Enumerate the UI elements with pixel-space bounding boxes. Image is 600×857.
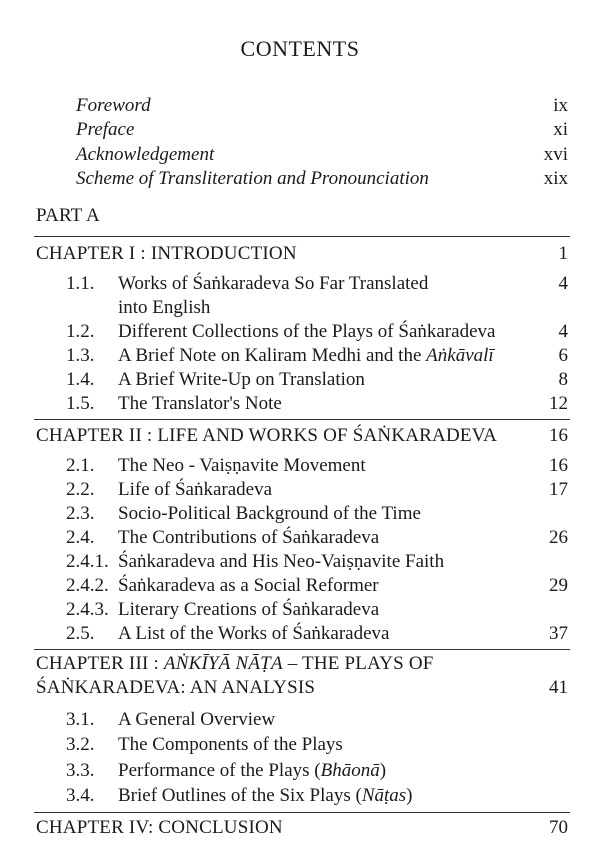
toc-chapter-2[interactable] — [0, 424, 600, 448]
section-title: Different Collections of the Plays of Śaṅkaradeva — [118, 321, 496, 342]
section-page: 29 — [549, 575, 568, 596]
chapter-title-text: CHAPTER III : — [36, 653, 164, 674]
section-number: 2.1. — [66, 455, 95, 476]
toc-section-2-1[interactable] — [0, 454, 600, 478]
section-number: 2.4. — [66, 527, 95, 548]
toc-entry-acknowledgement[interactable] — [0, 143, 600, 167]
toc-entry-title: Scheme of Transliteration and Pronounciation — [76, 168, 429, 189]
toc-section-2-2[interactable] — [0, 478, 600, 502]
section-title: The Translator's Note — [118, 393, 282, 414]
toc-entry-page: ix — [553, 95, 568, 116]
section-number: 3.1. — [66, 709, 95, 730]
chapter-title-text: – THE PLAYS OF — [282, 653, 434, 674]
chapter-page: 1 — [558, 243, 568, 264]
section-title — [118, 759, 386, 783]
section-number: 1.5. — [66, 393, 95, 414]
toc-chapter-4[interactable] — [0, 816, 600, 840]
toc-section-1-4[interactable] — [0, 368, 600, 392]
section-title: Literary Creations of Śaṅkaradeva — [118, 599, 380, 620]
section-number: 1.1. — [66, 273, 95, 294]
divider — [34, 649, 570, 650]
toc-section-3-1[interactable] — [0, 708, 600, 732]
section-number: 3.4. — [66, 785, 95, 806]
toc-entry-title: Preface — [76, 119, 135, 140]
section-title-italic: Aṅkāvalī — [426, 345, 494, 366]
toc-section-2-5[interactable] — [0, 622, 600, 646]
chapter-page: 70 — [549, 817, 568, 838]
toc-entry-transliteration[interactable] — [0, 167, 600, 191]
divider — [34, 419, 570, 420]
toc-chapter-3-cont — [0, 676, 600, 700]
toc-section-2-4-1[interactable] — [0, 550, 600, 574]
divider — [34, 236, 570, 237]
toc-section-2-4-3[interactable] — [0, 598, 600, 622]
section-title-text: Brief Outlines of the Six Plays ( — [118, 785, 362, 806]
toc-section-1-1[interactable] — [0, 272, 600, 296]
section-number: 2.4.3. — [66, 599, 109, 620]
chapter-title — [36, 652, 434, 676]
section-page: 4 — [558, 321, 568, 342]
section-number: 1.3. — [66, 345, 95, 366]
toc-entry-foreword[interactable] — [0, 94, 600, 118]
section-number: 2.2. — [66, 479, 95, 500]
section-title: Śaṅkaradeva as a Social Reformer — [118, 575, 379, 596]
section-page: 37 — [549, 623, 568, 644]
toc-chapter-1[interactable] — [0, 242, 600, 266]
section-page: 8 — [558, 369, 568, 390]
section-title-italic: Bhāonā — [320, 760, 380, 781]
toc-entry-page: xi — [553, 119, 568, 140]
section-number: 2.4.1. — [66, 551, 109, 572]
toc-section-1-2[interactable] — [0, 320, 600, 344]
section-number: 1.2. — [66, 321, 95, 342]
section-page: 26 — [549, 527, 568, 548]
section-title: Works of Śaṅkaradeva So Far Translated — [118, 273, 429, 294]
chapter-title: CHAPTER IV: CONCLUSION — [36, 817, 283, 838]
toc-section-2-4-2[interactable] — [0, 574, 600, 598]
section-number: 3.2. — [66, 734, 95, 755]
section-page: 6 — [558, 345, 568, 366]
section-title: The Neo - Vaiṣṇavite Movement — [118, 455, 366, 476]
toc-entry-page: xix — [543, 168, 568, 189]
section-number: 2.3. — [66, 503, 95, 524]
section-page: 4 — [558, 273, 568, 294]
toc-chapter-3[interactable] — [0, 652, 600, 676]
toc-entry-preface[interactable] — [0, 118, 600, 142]
section-page: 17 — [549, 479, 568, 500]
section-title-italic: Nāṭas — [361, 785, 407, 806]
section-title: Śaṅkaradeva and His Neo-Vaiṣṇavite Faith — [118, 551, 445, 572]
section-title: Socio-Political Background of the Time — [118, 503, 421, 524]
toc-section-3-4[interactable] — [0, 784, 600, 808]
toc-section-1-1-cont — [0, 296, 600, 320]
toc-section-3-2[interactable] — [0, 733, 600, 757]
section-title: The Contributions of Śaṅkaradeva — [118, 527, 380, 548]
toc-section-1-5[interactable] — [0, 392, 600, 416]
toc-entry-title: Acknowledgement — [76, 144, 215, 165]
section-title-text: ) — [406, 785, 413, 806]
section-title: Life of Śaṅkaradeva — [118, 479, 273, 500]
section-number: 2.4.2. — [66, 575, 109, 596]
section-page: 16 — [549, 455, 568, 476]
toc-section-2-4[interactable] — [0, 526, 600, 550]
toc-entry-page: xvi — [543, 144, 568, 165]
toc-section-2-3[interactable] — [0, 502, 600, 526]
section-number: 3.3. — [66, 760, 95, 781]
chapter-title-italic: AṄKĪYĀ NĀṬA — [163, 653, 283, 674]
chapter-title-cont: ŚAṄKARADEVA: AN ANALYSIS — [36, 677, 316, 698]
toc-section-3-3[interactable] — [0, 759, 600, 783]
section-title: A General Overview — [118, 709, 276, 730]
section-number: 2.5. — [66, 623, 95, 644]
part-heading — [0, 204, 600, 228]
section-title-text: ) — [379, 760, 387, 781]
toc-section-1-3[interactable] — [0, 344, 600, 368]
section-title — [118, 784, 413, 808]
divider — [34, 812, 570, 813]
section-number: 1.4. — [66, 369, 95, 390]
section-title: A List of the Works of Śaṅkaradeva — [118, 623, 390, 644]
section-title-cont: into English — [118, 297, 211, 318]
chapter-title: CHAPTER II : LIFE AND WORKS OF ŚAṄKARADEVA — [36, 425, 498, 446]
chapter-page: 41 — [549, 677, 568, 698]
section-title — [118, 344, 494, 368]
part-label: PART A — [36, 205, 100, 226]
section-title: A Brief Write-Up on Translation — [118, 369, 365, 390]
section-title: The Components of the Plays — [118, 734, 343, 755]
chapter-title: CHAPTER I : INTRODUCTION — [36, 243, 297, 264]
section-title-text: Performance of the Plays ( — [118, 760, 321, 781]
toc-entry-title: Foreword — [76, 95, 151, 116]
section-title-text: A Brief Note on Kaliram Medhi and the — [118, 345, 427, 366]
page-title: CONTENTS — [240, 36, 360, 61]
section-page: 12 — [549, 393, 568, 414]
chapter-page: 16 — [549, 425, 568, 446]
